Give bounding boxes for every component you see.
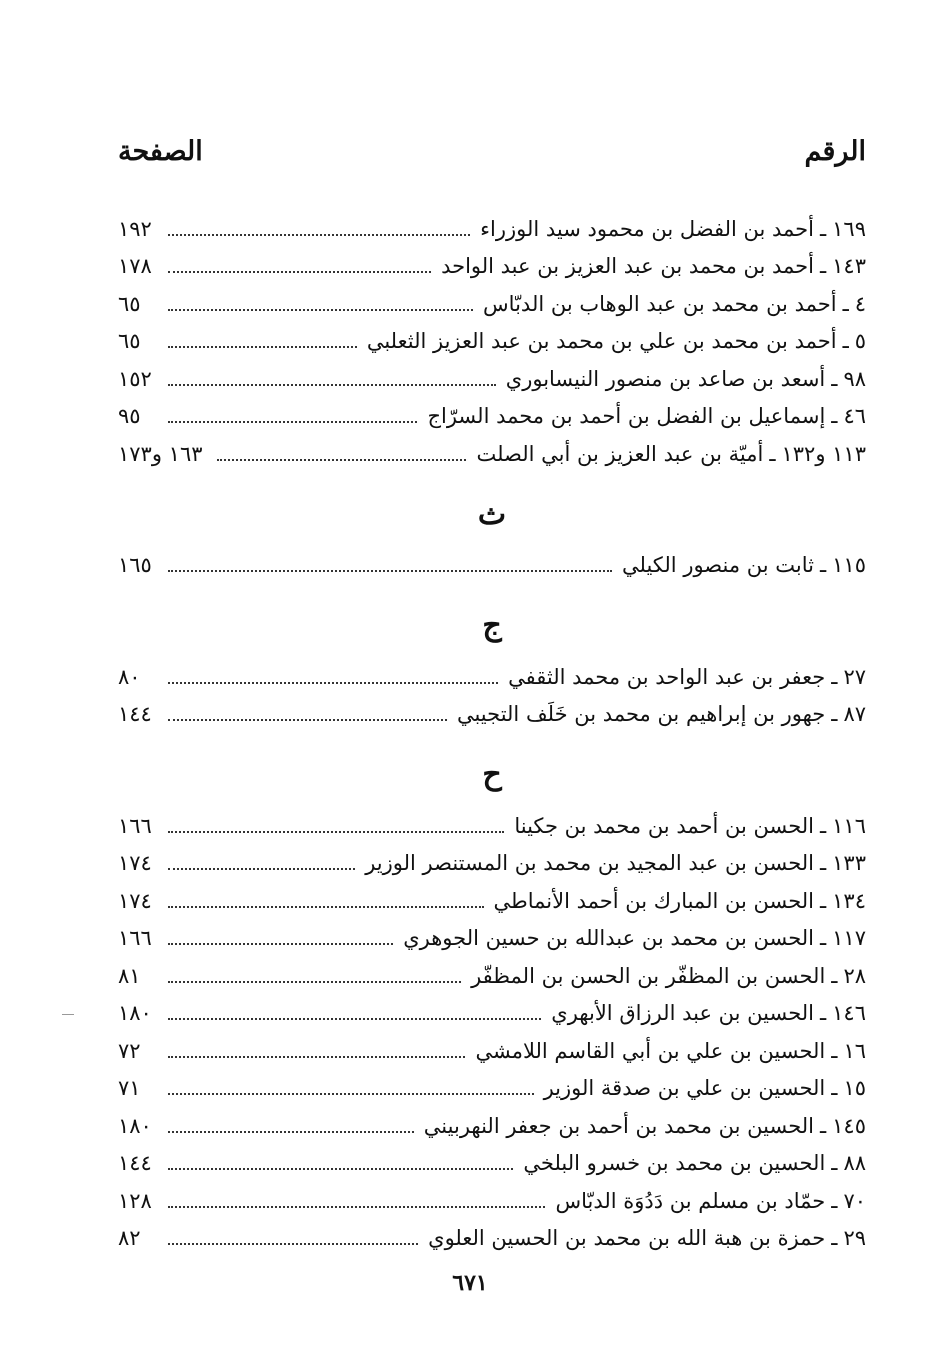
- index-entry: [118, 995, 866, 1033]
- entry-name: حمّاد بن مسلم بن دَدُوَة الدبّاس: [555, 1188, 826, 1213]
- entry-dash: ـ: [831, 1188, 838, 1213]
- entry-page: ١٥٢: [118, 366, 152, 391]
- entry-number: ٢٨: [843, 963, 866, 988]
- section-letter: ث: [477, 496, 507, 532]
- index-entry: [118, 1107, 866, 1145]
- entry-number: ١١٦: [832, 813, 866, 838]
- entry-number: ١٣٣: [832, 851, 866, 876]
- index-entry: [118, 1182, 866, 1220]
- entry-page: ٧٢: [118, 1038, 141, 1063]
- index-entry: [118, 323, 866, 361]
- dot-leader: [168, 234, 470, 236]
- entry-name: الحسن بن أحمد بن محمد بن جكينا: [514, 813, 814, 838]
- index-entry: [118, 1145, 866, 1183]
- entry-number: ١٤٣: [832, 254, 866, 279]
- entry-page: ١٨٠: [118, 1001, 152, 1026]
- entry-number: ١٦٩: [832, 216, 866, 241]
- entry-dash: ـ: [831, 1226, 838, 1251]
- dot-leader: [168, 1206, 545, 1208]
- page-number: ٦٧١: [452, 1270, 488, 1296]
- entry-name: الحسن بن محمد بن عبدالله بن حسين الجوهري: [403, 926, 814, 951]
- section-spacer: [118, 584, 866, 594]
- entry-page: ٩٥: [118, 404, 141, 429]
- entry-number: ٧٠: [843, 1188, 866, 1213]
- index-entry: [118, 1070, 866, 1108]
- dot-leader: [168, 1093, 534, 1095]
- entry-number: ١٦: [843, 1038, 866, 1063]
- entry-page: ٨٢: [118, 1226, 141, 1251]
- entry-page: ١٦٥: [118, 553, 152, 578]
- entry-number: ٨٧: [843, 702, 866, 727]
- margin-mark: [62, 1014, 74, 1015]
- entry-dash: ـ: [820, 926, 827, 951]
- entry-page: ٨١: [118, 963, 141, 988]
- index-entry: [118, 398, 866, 436]
- entry-name: أحمد بن محمد بن علي بن محمد بن عبد العزيز الثعلبي: [366, 329, 837, 354]
- index-entry: [118, 210, 866, 248]
- entry-number: ١١٣ و١٣٢: [781, 441, 866, 466]
- dot-leader: [168, 1168, 513, 1170]
- index-entry: [118, 547, 866, 585]
- entry-number: ١١٧: [832, 926, 866, 951]
- dot-leader: [168, 682, 498, 684]
- entry-name: إسماعيل بن الفضل بن أحمد بن محمد السرّاج: [427, 404, 826, 429]
- entry-page: ١٩٢: [118, 216, 152, 241]
- section-letter: ج: [482, 608, 502, 643]
- dot-leader: [168, 1243, 418, 1245]
- entry-dash: ـ: [831, 1038, 838, 1063]
- entry-dash: ـ: [831, 664, 838, 689]
- entry-name: الحسن بن عبد المجيد بن محمد بن المستنصر الوزير: [365, 851, 814, 876]
- entry-page: ١٢٨: [118, 1188, 152, 1213]
- entry-dash: ـ: [831, 1151, 838, 1176]
- entry-number: ٨٨: [843, 1151, 866, 1176]
- entry-page: ١٤٤: [118, 702, 152, 727]
- index-list: [118, 210, 866, 1257]
- entry-dash: ـ: [831, 404, 838, 429]
- entry-name: الحسين بن عبد الرزاق الأبهري: [551, 1001, 814, 1026]
- entry-dash: ـ: [820, 1001, 827, 1026]
- dot-leader: [168, 943, 393, 945]
- index-entry: [118, 807, 866, 845]
- entry-dash: ـ: [820, 553, 827, 578]
- dot-leader: [168, 868, 355, 870]
- dot-leader: [168, 384, 496, 386]
- entry-page: ١٦٦: [118, 813, 152, 838]
- index-entry: [118, 845, 866, 883]
- entry-name: الحسن بن المظفّر بن الحسن بن المظفّر: [471, 963, 826, 988]
- header-number-label: الرقم: [804, 136, 866, 167]
- entry-number: ٤٦: [843, 404, 866, 429]
- dot-leader: [168, 346, 357, 348]
- column-header: [118, 136, 866, 176]
- dot-leader: [168, 570, 612, 572]
- entry-name: جعفر بن عبد الواحد بن محمد الثقفي: [508, 664, 826, 689]
- dot-leader: [168, 421, 417, 423]
- entry-name: ثابت بن منصور الكيلي: [622, 553, 814, 578]
- index-entry: [118, 957, 866, 995]
- entry-number: ٢٧: [843, 664, 866, 689]
- dot-leader: [168, 1018, 541, 1020]
- index-entry: [118, 1032, 866, 1070]
- dot-leader: [168, 719, 447, 721]
- entry-page: ١٧٤: [118, 888, 152, 913]
- entry-dash: ـ: [820, 888, 827, 913]
- dot-leader: [168, 271, 431, 273]
- dot-leader: [168, 906, 484, 908]
- entry-number: ٤: [854, 291, 866, 316]
- entry-name: أحمد بن محمد بن عبد الوهاب بن الدبّاس: [483, 291, 837, 316]
- entry-name: جهور بن إبراهيم بن محمد بن خَلَف التجيبي: [456, 702, 826, 727]
- index-entry: [118, 435, 866, 473]
- entry-dash: ـ: [842, 291, 849, 316]
- entry-name: الحسن بن المبارك بن أحمد الأنماطي: [493, 888, 814, 913]
- dot-leader: [217, 459, 467, 461]
- index-entry: [118, 696, 866, 734]
- entry-number: ١٥: [843, 1076, 866, 1101]
- entry-number: ٩٨: [843, 366, 866, 391]
- entry-name: أحمد بن محمد بن عبد العزيز بن عبد الواحد: [441, 254, 814, 279]
- dot-leader: [168, 981, 461, 983]
- entry-dash: ـ: [820, 1113, 827, 1138]
- entry-page: ١٨٠: [118, 1113, 152, 1138]
- entry-page: ١٦٦: [118, 926, 152, 951]
- entry-dash: ـ: [820, 813, 827, 838]
- index-entry: [118, 882, 866, 920]
- entry-name: أسعد بن صاعد بن منصور النيسابوري: [505, 366, 826, 391]
- dot-leader: [168, 309, 473, 311]
- entry-dash: ـ: [769, 441, 776, 466]
- header-page-label: الصفحة: [118, 136, 203, 167]
- index-entry: [118, 360, 866, 398]
- entry-name: الحسين بن محمد بن أحمد بن جعفر النهربيني: [423, 1113, 814, 1138]
- dot-leader: [168, 1056, 465, 1058]
- entry-number: ١٤٥: [832, 1113, 866, 1138]
- entry-name: الحسين بن محمد بن خسرو البلخي: [523, 1151, 826, 1176]
- index-entry: [118, 285, 866, 323]
- entry-dash: ـ: [831, 366, 838, 391]
- entry-name: أميّة بن عبد العزيز بن أبي الصلت: [476, 441, 764, 466]
- entry-page: ٦٥: [118, 291, 141, 316]
- entry-dash: ـ: [820, 254, 827, 279]
- entry-name: حمزة بن هبة الله بن محمد بن الحسين العلوي: [428, 1226, 826, 1251]
- entry-dash: ـ: [831, 702, 838, 727]
- entry-number: ٢٩: [843, 1226, 866, 1251]
- entry-dash: ـ: [831, 963, 838, 988]
- entry-number: ٥: [854, 329, 866, 354]
- entry-dash: ـ: [820, 851, 827, 876]
- entry-number: ١١٥: [832, 553, 866, 578]
- entry-page: ٨٠: [118, 664, 141, 689]
- entry-name: الحسين بن علي بن أبي القاسم اللامشي: [475, 1038, 826, 1063]
- entry-name: أحمد بن الفضل بن محمود سيد الوزراء: [480, 216, 814, 241]
- entry-dash: ـ: [831, 1076, 838, 1101]
- entry-page: ١٧٤: [118, 851, 152, 876]
- dot-leader: [168, 831, 504, 833]
- index-entry: [118, 248, 866, 286]
- index-entry: [118, 920, 866, 958]
- entry-page: ١٦٣ و١٧٣: [118, 441, 203, 466]
- entry-name: الحسين بن علي بن صدقة الوزير: [543, 1076, 826, 1101]
- entry-page: ٦٥: [118, 329, 141, 354]
- index-entry: [118, 658, 866, 696]
- entry-page: ٧١: [118, 1076, 141, 1101]
- section-spacer: [118, 473, 866, 483]
- entry-page: ١٤٤: [118, 1151, 152, 1176]
- section-spacer: [118, 733, 866, 743]
- entry-number: ١٣٤: [832, 888, 866, 913]
- entry-page: ١٧٨: [118, 254, 152, 279]
- entry-number: ١٤٦: [832, 1001, 866, 1026]
- entry-dash: ـ: [842, 329, 849, 354]
- entry-dash: ـ: [820, 216, 827, 241]
- section-letter: ح: [482, 757, 502, 792]
- index-entry: [118, 1220, 866, 1258]
- dot-leader: [168, 1131, 414, 1133]
